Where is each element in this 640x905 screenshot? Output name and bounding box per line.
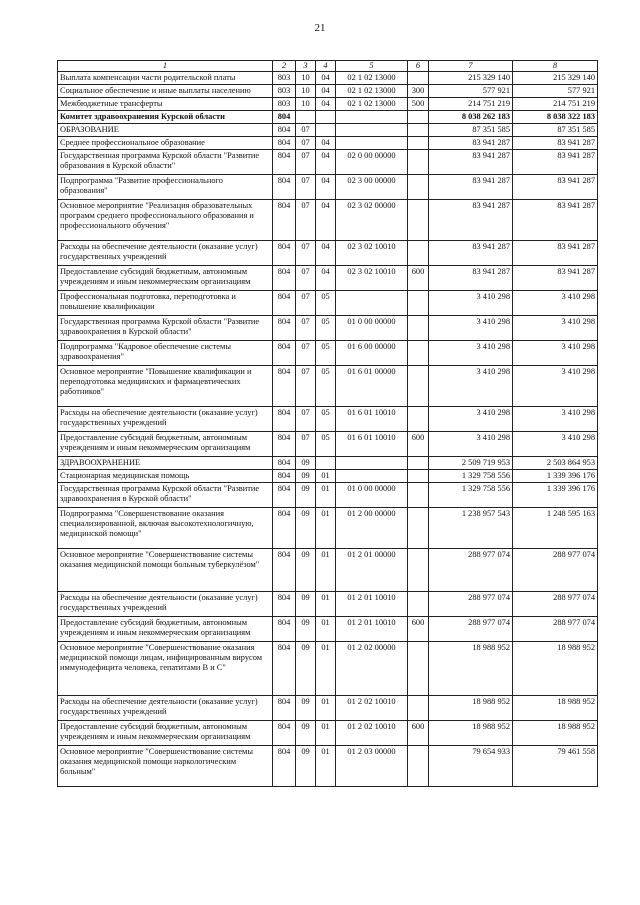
target-item-code: 01 2 02 00000 — [336, 641, 408, 695]
target-item-code: 02 3 00 00000 — [336, 174, 408, 199]
amount-col7: 577 921 — [429, 84, 513, 97]
amount-col7: 83 941 287 — [429, 265, 513, 290]
subsection-code: 01 — [316, 616, 336, 641]
expense-type-code: 600 — [408, 431, 429, 456]
section-code: 07 — [296, 149, 316, 174]
column-header-row — [58, 61, 598, 72]
amount-col8: 214 751 219 — [513, 97, 598, 110]
column-header: 1 — [58, 61, 273, 72]
subsection-code: 04 — [316, 71, 336, 84]
amount-col8: 83 941 287 — [513, 149, 598, 174]
expense-type-code: 500 — [408, 97, 429, 110]
amount-col8: 288 977 074 — [513, 616, 598, 641]
expense-type-code — [408, 240, 429, 265]
expense-type-code — [408, 456, 429, 469]
table-row — [58, 482, 598, 507]
table-row — [58, 456, 598, 469]
line-item-name: Выплата компенсации части родительской платы — [58, 71, 273, 84]
expense-type-code — [408, 340, 429, 365]
table-row — [58, 695, 598, 720]
table-row — [58, 745, 598, 786]
section-code: 09 — [296, 641, 316, 695]
amount-col7: 3 410 298 — [429, 431, 513, 456]
ministry-code: 804 — [273, 406, 296, 431]
subsection-code: 01 — [316, 469, 336, 482]
subsection-code: 01 — [316, 641, 336, 695]
budget-table — [57, 60, 598, 787]
target-item-code: 02 0 00 00000 — [336, 149, 408, 174]
table-row — [58, 123, 598, 136]
target-item-code: 02 3 02 10010 — [336, 240, 408, 265]
amount-col7: 288 977 074 — [429, 591, 513, 616]
amount-col8: 8 038 322 183 — [513, 110, 598, 123]
subsection-code: 01 — [316, 591, 336, 616]
expense-type-code — [408, 110, 429, 123]
target-item-code — [336, 123, 408, 136]
amount-col7: 1 238 957 543 — [429, 507, 513, 548]
subsection-code: 01 — [316, 695, 336, 720]
subsection-code: 04 — [316, 240, 336, 265]
table-row — [58, 365, 598, 406]
table-row — [58, 641, 598, 695]
table-row — [58, 616, 598, 641]
ministry-code: 804 — [273, 641, 296, 695]
expense-type-code — [408, 174, 429, 199]
expense-type-code — [408, 290, 429, 315]
line-item-name: Основное мероприятие "Реализация образовательных программ среднего профессионального образования и профессионального обучения" — [58, 199, 273, 240]
target-item-code: 01 6 00 00000 — [336, 340, 408, 365]
line-item-name: Подпрограмма "Развитие профессионального образования" — [58, 174, 273, 199]
expense-type-code — [408, 71, 429, 84]
amount-col7: 215 329 140 — [429, 71, 513, 84]
amount-col8: 18 988 952 — [513, 720, 598, 745]
line-item-name: Среднее профессиональное образование — [58, 136, 273, 149]
ministry-code: 804 — [273, 431, 296, 456]
ministry-code: 804 — [273, 123, 296, 136]
expense-type-code — [408, 365, 429, 406]
target-item-code: 01 2 00 00000 — [336, 507, 408, 548]
ministry-code: 804 — [273, 507, 296, 548]
target-item-code: 02 3 02 10010 — [336, 265, 408, 290]
table-row — [58, 240, 598, 265]
section-code: 07 — [296, 365, 316, 406]
table-row — [58, 507, 598, 548]
expense-type-code — [408, 482, 429, 507]
subsection-code: 04 — [316, 84, 336, 97]
amount-col8: 3 410 298 — [513, 315, 598, 340]
amount-col7: 1 329 758 556 — [429, 482, 513, 507]
amount-col8: 3 410 298 — [513, 365, 598, 406]
line-item-name: Предоставление субсидий бюджетным, автономным учреждениям и иным некоммерческим организациям — [58, 431, 273, 456]
expense-type-code: 300 — [408, 84, 429, 97]
amount-col8: 87 351 585 — [513, 123, 598, 136]
amount-col7: 83 941 287 — [429, 149, 513, 174]
column-header: 4 — [316, 61, 336, 72]
section-code: 07 — [296, 431, 316, 456]
amount-col8: 83 941 287 — [513, 174, 598, 199]
amount-col7: 83 941 287 — [429, 240, 513, 265]
subsection-code: 01 — [316, 507, 336, 548]
expense-type-code — [408, 745, 429, 786]
subsection-code: 01 — [316, 548, 336, 591]
ministry-code: 804 — [273, 745, 296, 786]
amount-col8: 3 410 298 — [513, 406, 598, 431]
amount-col8: 3 410 298 — [513, 290, 598, 315]
expense-type-code — [408, 123, 429, 136]
line-item-name: Подпрограмма "Кадровое обеспечение системы здравоохранения" — [58, 340, 273, 365]
subsection-code: 05 — [316, 365, 336, 406]
target-item-code: 01 2 02 10010 — [336, 695, 408, 720]
line-item-name: Основное мероприятие "Совершенствование системы оказания медицинской помощи больным туберкулёзом" — [58, 548, 273, 591]
line-item-name: Расходы на обеспечение деятельности (оказание услуг) государственных учреждений — [58, 406, 273, 431]
target-item-code: 01 6 01 10010 — [336, 431, 408, 456]
ministry-code: 804 — [273, 616, 296, 641]
ministry-code: 803 — [273, 71, 296, 84]
subsection-code: 01 — [316, 745, 336, 786]
target-item-code: 01 6 01 00000 — [336, 365, 408, 406]
table-row — [58, 469, 598, 482]
line-item-name: Основное мероприятие "Совершенствование оказания медицинской помощи лицам, инфицированным вирусом иммунодефицита человека, гепатитами В и С" — [58, 641, 273, 695]
section-code: 10 — [296, 71, 316, 84]
subsection-code: 05 — [316, 340, 336, 365]
amount-col7: 83 941 287 — [429, 136, 513, 149]
target-item-code: 02 1 02 13000 — [336, 71, 408, 84]
section-code: 07 — [296, 174, 316, 199]
amount-col8: 18 988 952 — [513, 641, 598, 695]
section-code: 07 — [296, 199, 316, 240]
line-item-name: Стационарная медицинская помощь — [58, 469, 273, 482]
table-row — [58, 110, 598, 123]
table-row — [58, 315, 598, 340]
table-row — [58, 149, 598, 174]
expense-type-code — [408, 641, 429, 695]
line-item-name: Межбюджетные трансферты — [58, 97, 273, 110]
amount-col8: 79 461 558 — [513, 745, 598, 786]
section-code: 07 — [296, 290, 316, 315]
section-code: 07 — [296, 340, 316, 365]
section-code: 10 — [296, 84, 316, 97]
section-code: 07 — [296, 315, 316, 340]
section-code: 07 — [296, 123, 316, 136]
target-item-code: 01 0 00 00000 — [336, 315, 408, 340]
table-row — [58, 71, 598, 84]
ministry-code: 804 — [273, 290, 296, 315]
line-item-name: Государственная программа Курской области "Развитие образования в Курской области" — [58, 149, 273, 174]
section-code: 09 — [296, 591, 316, 616]
amount-col8: 1 339 396 176 — [513, 482, 598, 507]
subsection-code: 05 — [316, 406, 336, 431]
ministry-code: 804 — [273, 315, 296, 340]
amount-col8: 288 977 074 — [513, 591, 598, 616]
ministry-code: 804 — [273, 469, 296, 482]
column-header: 7 — [429, 61, 513, 72]
section-code: 09 — [296, 548, 316, 591]
subsection-code: 04 — [316, 97, 336, 110]
section-code: 07 — [296, 240, 316, 265]
subsection-code — [316, 110, 336, 123]
subsection-code — [316, 456, 336, 469]
table-row — [58, 431, 598, 456]
amount-col7: 3 410 298 — [429, 365, 513, 406]
amount-col7: 3 410 298 — [429, 290, 513, 315]
table-row — [58, 97, 598, 110]
subsection-code: 04 — [316, 136, 336, 149]
target-item-code: 02 1 02 13000 — [336, 84, 408, 97]
amount-col8: 2 503 864 953 — [513, 456, 598, 469]
ministry-code: 804 — [273, 110, 296, 123]
amount-col7: 18 988 952 — [429, 695, 513, 720]
target-item-code — [336, 110, 408, 123]
expense-type-code: 600 — [408, 720, 429, 745]
amount-col7: 2 509 719 953 — [429, 456, 513, 469]
ministry-code: 804 — [273, 136, 296, 149]
section-code: 09 — [296, 507, 316, 548]
ministry-code: 804 — [273, 199, 296, 240]
line-item-name: Государственная программа Курской области "Развитие здравоохранения в Курской области" — [58, 482, 273, 507]
subsection-code: 05 — [316, 315, 336, 340]
line-item-name: Основное мероприятие "Совершенствование системы оказания медицинской помощи наркологическим больным" — [58, 745, 273, 786]
target-item-code — [336, 136, 408, 149]
amount-col8: 288 977 074 — [513, 548, 598, 591]
expense-type-code — [408, 149, 429, 174]
amount-col7: 1 329 758 556 — [429, 469, 513, 482]
target-item-code: 02 3 02 00000 — [336, 199, 408, 240]
column-header: 2 — [273, 61, 296, 72]
target-item-code: 01 0 00 00000 — [336, 482, 408, 507]
table-row — [58, 290, 598, 315]
ministry-code: 804 — [273, 365, 296, 406]
section-code: 09 — [296, 616, 316, 641]
target-item-code: 02 1 02 13000 — [336, 97, 408, 110]
section-code: 09 — [296, 695, 316, 720]
ministry-code: 804 — [273, 240, 296, 265]
ministry-code: 803 — [273, 84, 296, 97]
target-item-code: 01 2 01 10010 — [336, 591, 408, 616]
target-item-code — [336, 456, 408, 469]
line-item-name: Предоставление субсидий бюджетным, автономным учреждениям и иным некоммерческим организациям — [58, 720, 273, 745]
ministry-code: 804 — [273, 265, 296, 290]
line-item-name: Расходы на обеспечение деятельности (оказание услуг) государственных учреждений — [58, 591, 273, 616]
table-row — [58, 340, 598, 365]
ministry-code: 804 — [273, 149, 296, 174]
ministry-code: 804 — [273, 174, 296, 199]
table-row — [58, 199, 598, 240]
amount-col7: 79 654 933 — [429, 745, 513, 786]
ministry-code: 804 — [273, 548, 296, 591]
line-item-name: Расходы на обеспечение деятельности (оказание услуг) государственных учреждений — [58, 240, 273, 265]
expense-type-code — [408, 315, 429, 340]
table-row — [58, 406, 598, 431]
ministry-code: 804 — [273, 456, 296, 469]
section-code: 07 — [296, 406, 316, 431]
column-header: 3 — [296, 61, 316, 72]
target-item-code — [336, 290, 408, 315]
amount-col7: 8 038 262 183 — [429, 110, 513, 123]
line-item-name: Расходы на обеспечение деятельности (оказание услуг) государственных учреждений — [58, 695, 273, 720]
expense-type-code: 600 — [408, 265, 429, 290]
line-item-name: Социальное обеспечение и иные выплаты населению — [58, 84, 273, 97]
amount-col7: 288 977 074 — [429, 548, 513, 591]
expense-type-code — [408, 548, 429, 591]
amount-col7: 3 410 298 — [429, 406, 513, 431]
target-item-code: 01 2 02 10010 — [336, 720, 408, 745]
page-number: 21 — [314, 22, 326, 34]
section-code: 09 — [296, 745, 316, 786]
line-item-name: Предоставление субсидий бюджетным, автономным учреждениям и иным некоммерческим организациям — [58, 616, 273, 641]
subsection-code: 01 — [316, 720, 336, 745]
subsection-code — [316, 123, 336, 136]
amount-col8: 215 329 140 — [513, 71, 598, 84]
table-row — [58, 548, 598, 591]
table-row — [58, 136, 598, 149]
expense-type-code — [408, 695, 429, 720]
expense-type-code — [408, 591, 429, 616]
amount-col7: 83 941 287 — [429, 174, 513, 199]
target-item-code: 01 2 03 00000 — [336, 745, 408, 786]
amount-col8: 577 921 — [513, 84, 598, 97]
column-header: 6 — [408, 61, 429, 72]
table-row — [58, 84, 598, 97]
line-item-name: Профессиональная подготовка, переподготовка и повышение квалификации — [58, 290, 273, 315]
line-item-name: ЗДРАВООХРАНЕНИЕ — [58, 456, 273, 469]
line-item-name: ОБРАЗОВАНИЕ — [58, 123, 273, 136]
subsection-code: 04 — [316, 149, 336, 174]
target-item-code — [336, 469, 408, 482]
amount-col8: 83 941 287 — [513, 240, 598, 265]
section-code: 09 — [296, 720, 316, 745]
column-header: 5 — [336, 61, 408, 72]
line-item-name: Подпрограмма "Совершенствование оказания специализированной, включая высокотехнологичную, медицинской помощи" — [58, 507, 273, 548]
table-row — [58, 720, 598, 745]
amount-col7: 83 941 287 — [429, 199, 513, 240]
subsection-code: 04 — [316, 199, 336, 240]
amount-col8: 1 248 595 163 — [513, 507, 598, 548]
amount-col8: 1 339 396 176 — [513, 469, 598, 482]
amount-col8: 83 941 287 — [513, 199, 598, 240]
amount-col8: 3 410 298 — [513, 431, 598, 456]
amount-col7: 18 988 952 — [429, 720, 513, 745]
subsection-code: 04 — [316, 265, 336, 290]
subsection-code: 01 — [316, 482, 336, 507]
expense-type-code — [408, 199, 429, 240]
target-item-code: 01 2 01 00000 — [336, 548, 408, 591]
line-item-name: Комитет здравоохранения Курской области — [58, 110, 273, 123]
section-code: 09 — [296, 482, 316, 507]
ministry-code: 804 — [273, 591, 296, 616]
table-row — [58, 174, 598, 199]
ministry-code: 804 — [273, 695, 296, 720]
subsection-code: 05 — [316, 431, 336, 456]
table-row — [58, 591, 598, 616]
line-item-name: Предоставление субсидий бюджетным, автономным учреждениям и иным некоммерческим организациям — [58, 265, 273, 290]
subsection-code: 05 — [316, 290, 336, 315]
column-header: 8 — [513, 61, 598, 72]
amount-col7: 3 410 298 — [429, 340, 513, 365]
amount-col8: 3 410 298 — [513, 340, 598, 365]
expense-type-code — [408, 469, 429, 482]
line-item-name: Основное мероприятие "Повышение квалификации и переподготовка медицинских и фармацевтических работников" — [58, 365, 273, 406]
section-code: 10 — [296, 97, 316, 110]
amount-col8: 18 988 952 — [513, 695, 598, 720]
section-code: 09 — [296, 456, 316, 469]
section-code: 09 — [296, 469, 316, 482]
ministry-code: 804 — [273, 720, 296, 745]
section-code — [296, 110, 316, 123]
table-row — [58, 265, 598, 290]
amount-col7: 3 410 298 — [429, 315, 513, 340]
amount-col8: 83 941 287 — [513, 136, 598, 149]
ministry-code: 803 — [273, 97, 296, 110]
ministry-code: 804 — [273, 482, 296, 507]
ministry-code: 804 — [273, 340, 296, 365]
amount-col7: 18 988 952 — [429, 641, 513, 695]
amount-col7: 288 977 074 — [429, 616, 513, 641]
expense-type-code: 600 — [408, 616, 429, 641]
expense-type-code — [408, 406, 429, 431]
section-code: 07 — [296, 265, 316, 290]
subsection-code: 04 — [316, 174, 336, 199]
amount-col8: 83 941 287 — [513, 265, 598, 290]
table-body — [58, 61, 598, 787]
target-item-code: 01 2 01 10010 — [336, 616, 408, 641]
amount-col7: 87 351 585 — [429, 123, 513, 136]
section-code: 07 — [296, 136, 316, 149]
target-item-code: 01 6 01 10010 — [336, 406, 408, 431]
amount-col7: 214 751 219 — [429, 97, 513, 110]
expense-type-code — [408, 507, 429, 548]
line-item-name: Государственная программа Курской области "Развитие здравоохранения в Курской области" — [58, 315, 273, 340]
expense-type-code — [408, 136, 429, 149]
